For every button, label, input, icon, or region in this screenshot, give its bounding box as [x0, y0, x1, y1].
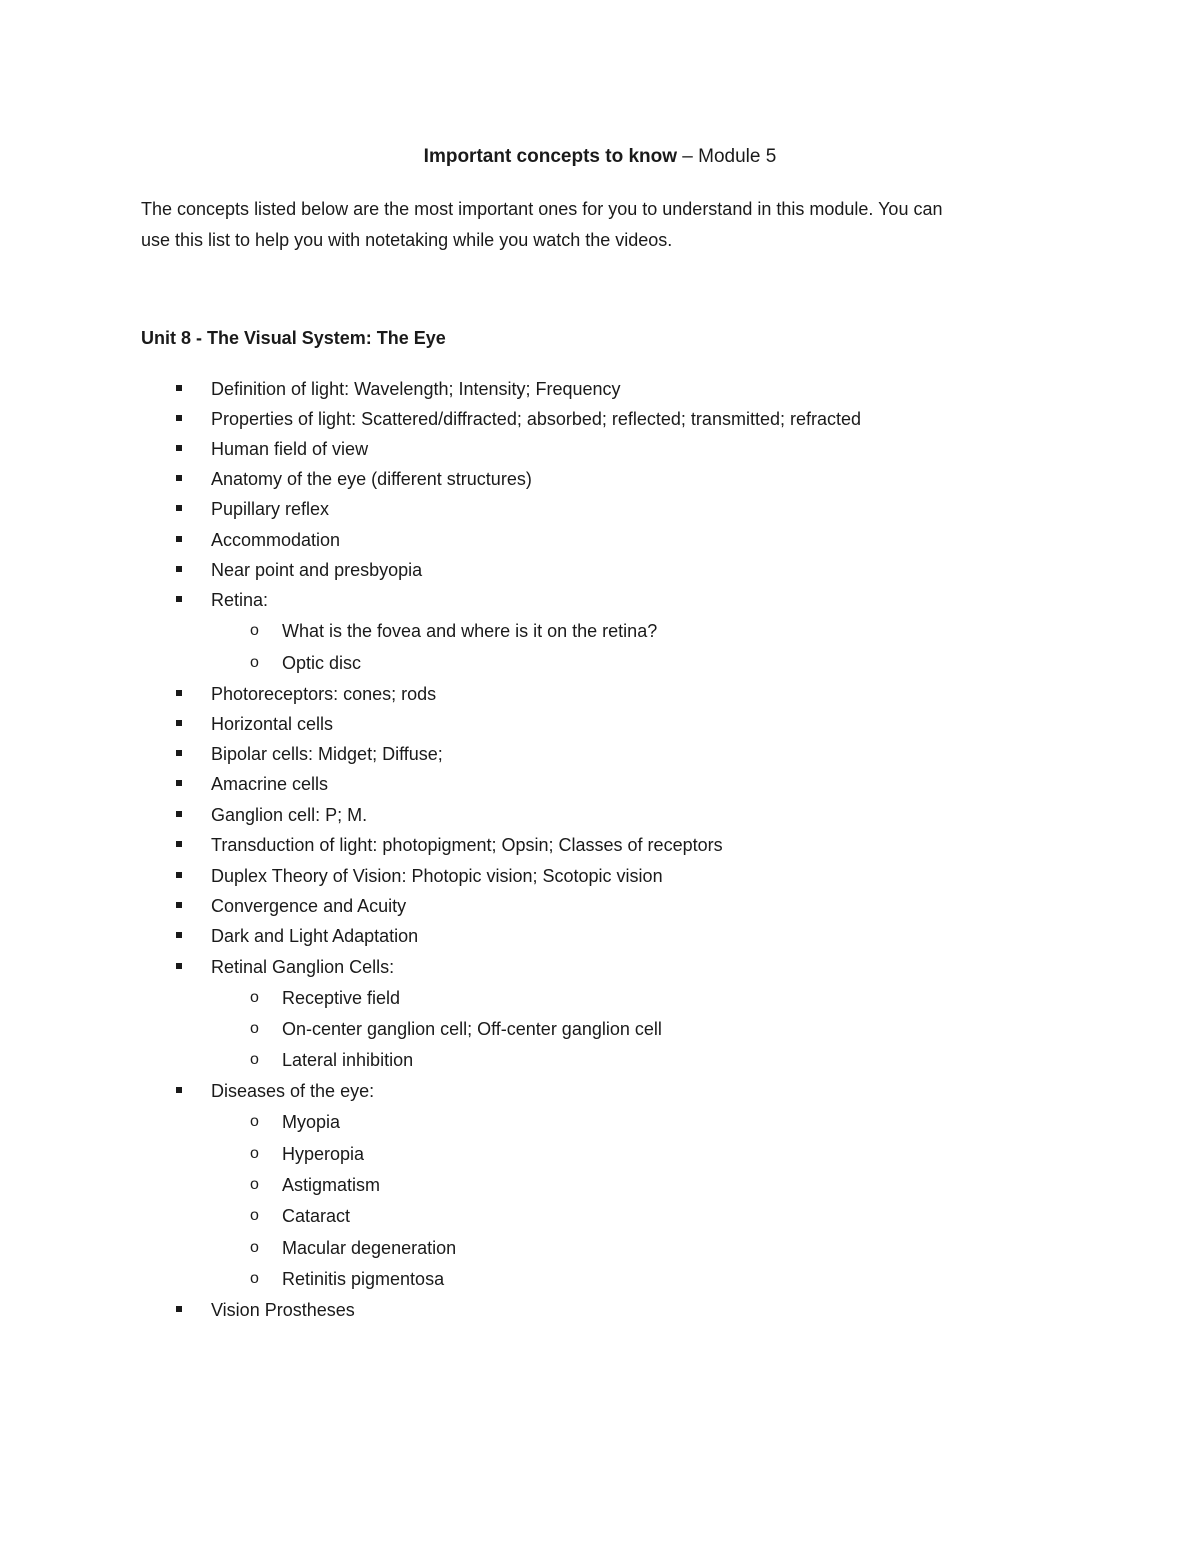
list-item [0, 769, 1000, 799]
sub-list-item-label: What is the fovea and where is it on the retina? [282, 621, 658, 641]
sub-list-item [0, 1014, 1000, 1044]
list-item-label: Horizontal cells [211, 714, 334, 734]
square-bullet-icon [176, 932, 182, 938]
list-item-label: Convergence and Acuity [211, 896, 407, 916]
circle-bullet-icon: o [250, 1051, 259, 1068]
list-item [0, 921, 1000, 951]
sub-list-item [0, 1139, 1000, 1169]
list-item-label: Definition of light: Wavelength; Intensity; Frequency [211, 379, 621, 399]
sub-list-item-label: Lateral inhibition [282, 1050, 414, 1070]
list-item [0, 952, 1000, 982]
sub-list-item-label: Hyperopia [282, 1144, 365, 1164]
square-bullet-icon [176, 505, 182, 511]
list-item [0, 709, 1000, 739]
list-item-label: Bipolar cells: Midget; Diffuse; [211, 744, 443, 764]
square-bullet-icon [176, 385, 182, 391]
list-item-label: Vision Prostheses [211, 1300, 355, 1320]
square-bullet-icon [176, 690, 182, 696]
square-bullet-icon [176, 720, 182, 726]
list-item [0, 800, 1000, 830]
sub-list-item-label: Retinitis pigmentosa [282, 1269, 445, 1289]
square-bullet-icon [176, 475, 182, 481]
list-item [0, 585, 1000, 615]
list-item [0, 555, 1000, 585]
square-bullet-icon [176, 415, 182, 421]
list-item [0, 739, 1000, 769]
square-bullet-icon [176, 750, 182, 756]
intro-paragraph [141, 194, 1061, 255]
list-item-label: Amacrine cells [211, 774, 329, 794]
circle-bullet-icon: o [250, 622, 259, 639]
list-item [0, 861, 1000, 891]
list-item [0, 1076, 1000, 1106]
list-item [0, 374, 1000, 404]
sub-list-item-label: Optic disc [282, 653, 362, 673]
list-item-label: Diseases of the eye: [211, 1081, 375, 1101]
circle-bullet-icon: o [250, 1239, 259, 1256]
list-item [0, 494, 1000, 524]
square-bullet-icon [176, 445, 182, 451]
list-item-label: Anatomy of the eye (different structures) [211, 469, 532, 489]
unit-heading: Unit 8 - The Visual System: The Eye [141, 328, 446, 348]
sub-list-item [0, 1045, 1000, 1075]
sub-list-item-label: On-center ganglion cell; Off-center ganglion cell [282, 1019, 662, 1039]
sub-list-item [0, 983, 1000, 1013]
square-bullet-icon [176, 963, 182, 969]
square-bullet-icon [176, 841, 182, 847]
list-item [0, 830, 1000, 860]
square-bullet-icon [176, 811, 182, 817]
square-bullet-icon [176, 872, 182, 878]
list-item-label: Properties of light: Scattered/diffracted; absorbed; reflected; transmitted; refracted [211, 409, 862, 429]
list-item-label: Duplex Theory of Vision: Photopic vision; Scotopic vision [211, 866, 663, 886]
list-item-label: Retina: [211, 590, 269, 610]
list-item [0, 1295, 1000, 1325]
list-item [0, 891, 1000, 921]
sub-list-item-label: Myopia [282, 1112, 341, 1132]
circle-bullet-icon: o [250, 1207, 259, 1224]
square-bullet-icon [176, 536, 182, 542]
sub-list-item [0, 1233, 1000, 1263]
list-item-label: Ganglion cell: P; M. [211, 805, 368, 825]
square-bullet-icon [176, 566, 182, 572]
sub-list-item-label: Cataract [282, 1206, 351, 1226]
list-item-label: Dark and Light Adaptation [211, 926, 419, 946]
list-item [0, 679, 1000, 709]
sub-list-item [0, 648, 1000, 678]
sub-list-item-label: Astigmatism [282, 1175, 381, 1195]
sub-list-item [0, 616, 1000, 646]
list-item [0, 525, 1000, 555]
circle-bullet-icon: o [250, 654, 259, 671]
sub-list-item-label: Receptive field [282, 988, 401, 1008]
intro-line-1: The concepts listed below are the most important ones for you to understand in this module. You can [141, 199, 943, 219]
sub-list-item-label: Macular degeneration [282, 1238, 457, 1258]
square-bullet-icon [176, 902, 182, 908]
list-item [0, 404, 1000, 434]
title-separator: – [677, 146, 699, 167]
sub-list-item [0, 1264, 1000, 1294]
square-bullet-icon [176, 596, 182, 602]
square-bullet-icon [176, 780, 182, 786]
square-bullet-icon [176, 1306, 182, 1312]
page-title [0, 143, 1200, 171]
square-bullet-icon [176, 1087, 182, 1093]
circle-bullet-icon: o [250, 1270, 259, 1287]
sub-list-item [0, 1107, 1000, 1137]
list-item-label: Pupillary reflex [211, 499, 330, 519]
circle-bullet-icon: o [250, 1020, 259, 1037]
list-item-label: Retinal Ganglion Cells: [211, 957, 395, 977]
title-module: Module 5 [698, 146, 777, 167]
title-main: Important concepts to know [423, 146, 678, 167]
circle-bullet-icon: o [250, 1113, 259, 1130]
circle-bullet-icon: o [250, 1145, 259, 1162]
circle-bullet-icon: o [250, 1176, 259, 1193]
circle-bullet-icon: o [250, 989, 259, 1006]
list-item-label: Human field of view [211, 439, 369, 459]
list-item-label: Accommodation [211, 530, 341, 550]
list-item [0, 434, 1000, 464]
intro-line-2: use this list to help you with notetaking while you watch the videos. [141, 229, 673, 250]
list-item-label: Photoreceptors: cones; rods [211, 684, 437, 704]
sub-list-item [0, 1201, 1000, 1231]
list-item-label: Transduction of light: photopigment; Opsin; Classes of receptors [211, 835, 723, 855]
list-item [0, 464, 1000, 494]
list-item-label: Near point and presbyopia [211, 560, 423, 580]
sub-list-item [0, 1170, 1000, 1200]
